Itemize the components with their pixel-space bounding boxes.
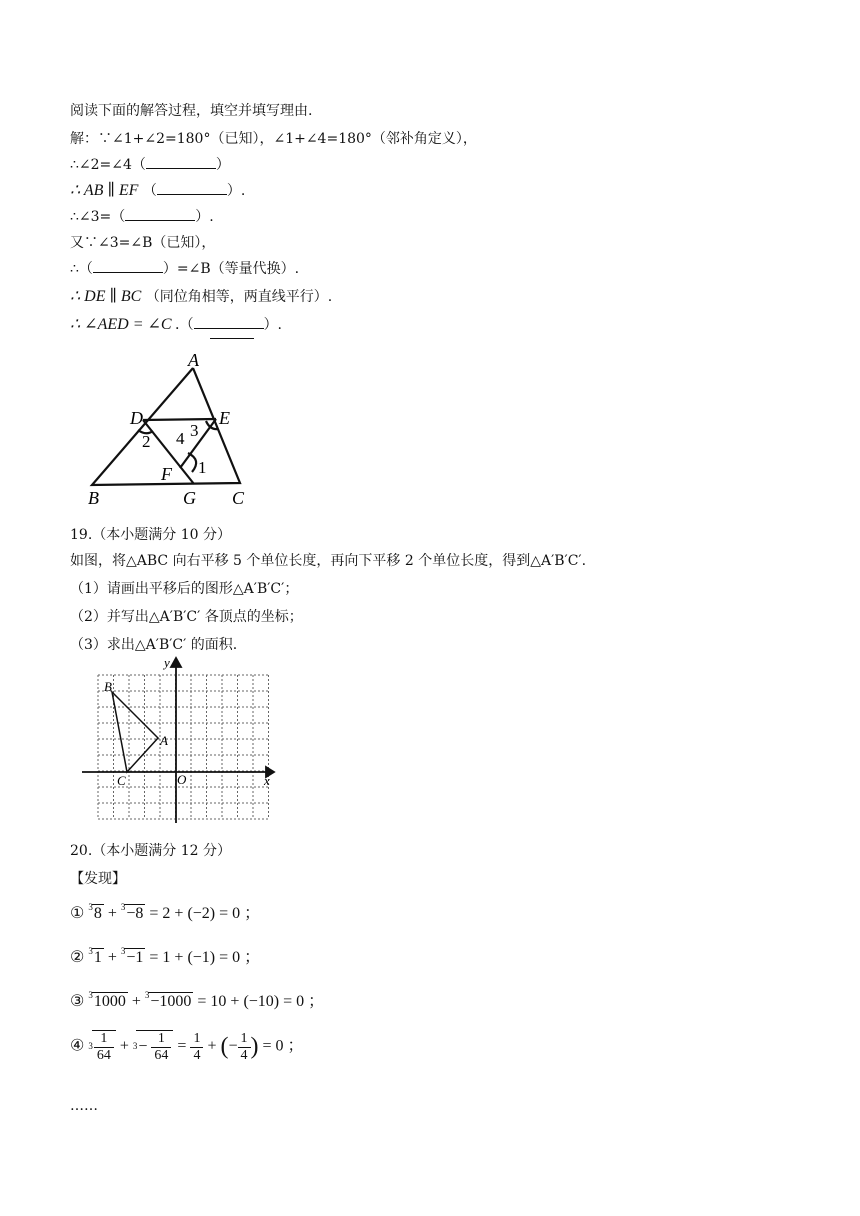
segment-de xyxy=(143,419,216,420)
l6-mid: ）=∠B（等量代换）. xyxy=(162,261,300,277)
l3-close: ）. xyxy=(226,183,246,199)
fill-blank-3[interactable] xyxy=(125,208,195,221)
solution-line-1: 解：∵∠1+∠2=180°（已知），∠1+∠4=180°（邻补角定义）， xyxy=(70,131,477,147)
f4-num: ④ xyxy=(70,1037,85,1055)
l7-math: ∴ DE ∥ BC xyxy=(70,288,142,305)
l3-open: （ xyxy=(142,183,157,199)
fill-blank-1[interactable] xyxy=(146,156,216,169)
formula-4: ④ 3 $\frac{1}{64}$ + 3− $\frac{1}{64}$ = $\frac{1}{4}$ + (− $\frac{1}{4}$ ) = 0 ； xyxy=(70,1030,304,1063)
f4-r1n: 1 xyxy=(190,1031,203,1048)
underline-mark xyxy=(210,338,254,339)
fill-blank-4[interactable] xyxy=(93,260,163,273)
f4-r2d: 4 xyxy=(240,1047,248,1063)
y-axis-arrow xyxy=(171,658,181,667)
intro-text: 阅读下面的解答过程，填空并填写理由. xyxy=(70,103,313,119)
solution-line-3 xyxy=(70,180,245,200)
l8-open: （ xyxy=(179,317,194,333)
triangle-abc-grid xyxy=(112,692,158,772)
formula-3: ③ $^3$1000 + $^3$−1000 = 10 + (−10) = 0 ； xyxy=(70,990,325,1010)
label-c: C xyxy=(232,488,245,508)
f4-d1: 64 xyxy=(96,1048,111,1063)
label-d: D xyxy=(130,408,143,428)
q20-title: 20.（本小题满分 12 分） xyxy=(70,843,231,859)
fill-blank-5[interactable] xyxy=(194,316,264,329)
f3-rhs: = 10 + (−10) = 0 ； xyxy=(197,993,325,1010)
label-g: G xyxy=(183,488,196,508)
l8-close: ）. xyxy=(263,317,283,333)
l6-text: ∴（ xyxy=(70,261,93,277)
grid-label-a: A xyxy=(160,733,168,748)
triangle-figure xyxy=(80,350,270,510)
grid-label-c: C xyxy=(117,773,126,788)
f4-r2n: 1 xyxy=(238,1031,251,1048)
grid-label-b: B xyxy=(104,679,112,694)
label-e: E xyxy=(219,408,230,428)
f4-d2: 64 xyxy=(154,1048,169,1063)
f1-num: ① xyxy=(70,905,85,922)
ellipsis: …… xyxy=(70,1098,98,1114)
l2-end: ） xyxy=(215,157,230,173)
l4-end: ）. xyxy=(195,209,214,225)
f1-root-b: −8 xyxy=(126,905,144,922)
f1-rhs: = 2 + (−2) = 0 ； xyxy=(149,905,261,922)
f4-n2: 1 xyxy=(151,1031,171,1048)
q19-desc: 如图，将△ABC 向右平移 5 个单位长度，再向下平移 2 个单位长度，得到△A′B′C′. xyxy=(70,553,587,569)
f3-num: ③ xyxy=(70,993,85,1010)
grid-label-y: y xyxy=(164,655,170,670)
q19-title: 19.（本小题满分 10 分） xyxy=(70,527,231,543)
f2-num: ② xyxy=(70,949,85,966)
f2-root-b: −1 xyxy=(126,949,144,966)
solution-line-7 xyxy=(70,286,332,306)
f3-root-b: −1000 xyxy=(150,993,192,1010)
angle-4: 4 xyxy=(176,429,185,448)
f4-n1: 1 xyxy=(94,1031,114,1048)
f2-root-a: 1 xyxy=(93,949,102,966)
q20-heading: 【发现】 xyxy=(70,871,126,887)
f4-r1d: 4 xyxy=(193,1047,201,1063)
fill-blank-2[interactable] xyxy=(157,182,227,195)
solution-line-8 xyxy=(70,314,282,334)
l4-text: ∴∠3=（ xyxy=(70,209,126,225)
solution-line-2 xyxy=(70,154,230,174)
coordinate-grid xyxy=(80,655,280,825)
q19-part2: （2）并写出△A′B′C′ 各顶点的坐标； xyxy=(70,609,303,625)
q19-part1: （1）请画出平移后的图形△A′B′C′； xyxy=(70,581,299,597)
angle-2: 2 xyxy=(142,432,151,451)
grid-label-o: O xyxy=(177,772,187,787)
q19-part3: （3）求出△A′B′C′ 的面积. xyxy=(70,637,238,653)
label-a: A xyxy=(188,350,199,370)
angle-1: 1 xyxy=(198,458,207,477)
f2-rhs: = 1 + (−1) = 0 ； xyxy=(149,949,261,966)
f4-end: = 0 ； xyxy=(262,1037,304,1055)
l7-text: （同位角相等，两直线平行）. xyxy=(145,289,333,305)
label-b: B xyxy=(88,488,99,508)
l3-math: ∴ AB ∥ EF xyxy=(70,182,139,199)
formula-1: ① $^3$8 + $^3$−8 = 2 + (−2) = 0 ； xyxy=(70,902,261,922)
l8-math: ∴ ∠AED = ∠C . xyxy=(70,316,180,333)
l2-text: ∴∠2=∠4（ xyxy=(70,157,146,173)
solution-line-5: 又∵∠3=∠B（已知）， xyxy=(70,235,216,251)
grid-label-x: x xyxy=(264,773,270,788)
f3-root-a: 1000 xyxy=(93,993,126,1010)
f1-root-a: 8 xyxy=(93,905,102,922)
label-f: F xyxy=(161,464,172,484)
solution-line-6 xyxy=(70,258,299,278)
angle-3: 3 xyxy=(190,421,199,440)
solution-line-4 xyxy=(70,206,214,226)
formula-2: ② $^3$1 + $^3$−1 = 1 + (−1) = 0 ； xyxy=(70,946,261,966)
